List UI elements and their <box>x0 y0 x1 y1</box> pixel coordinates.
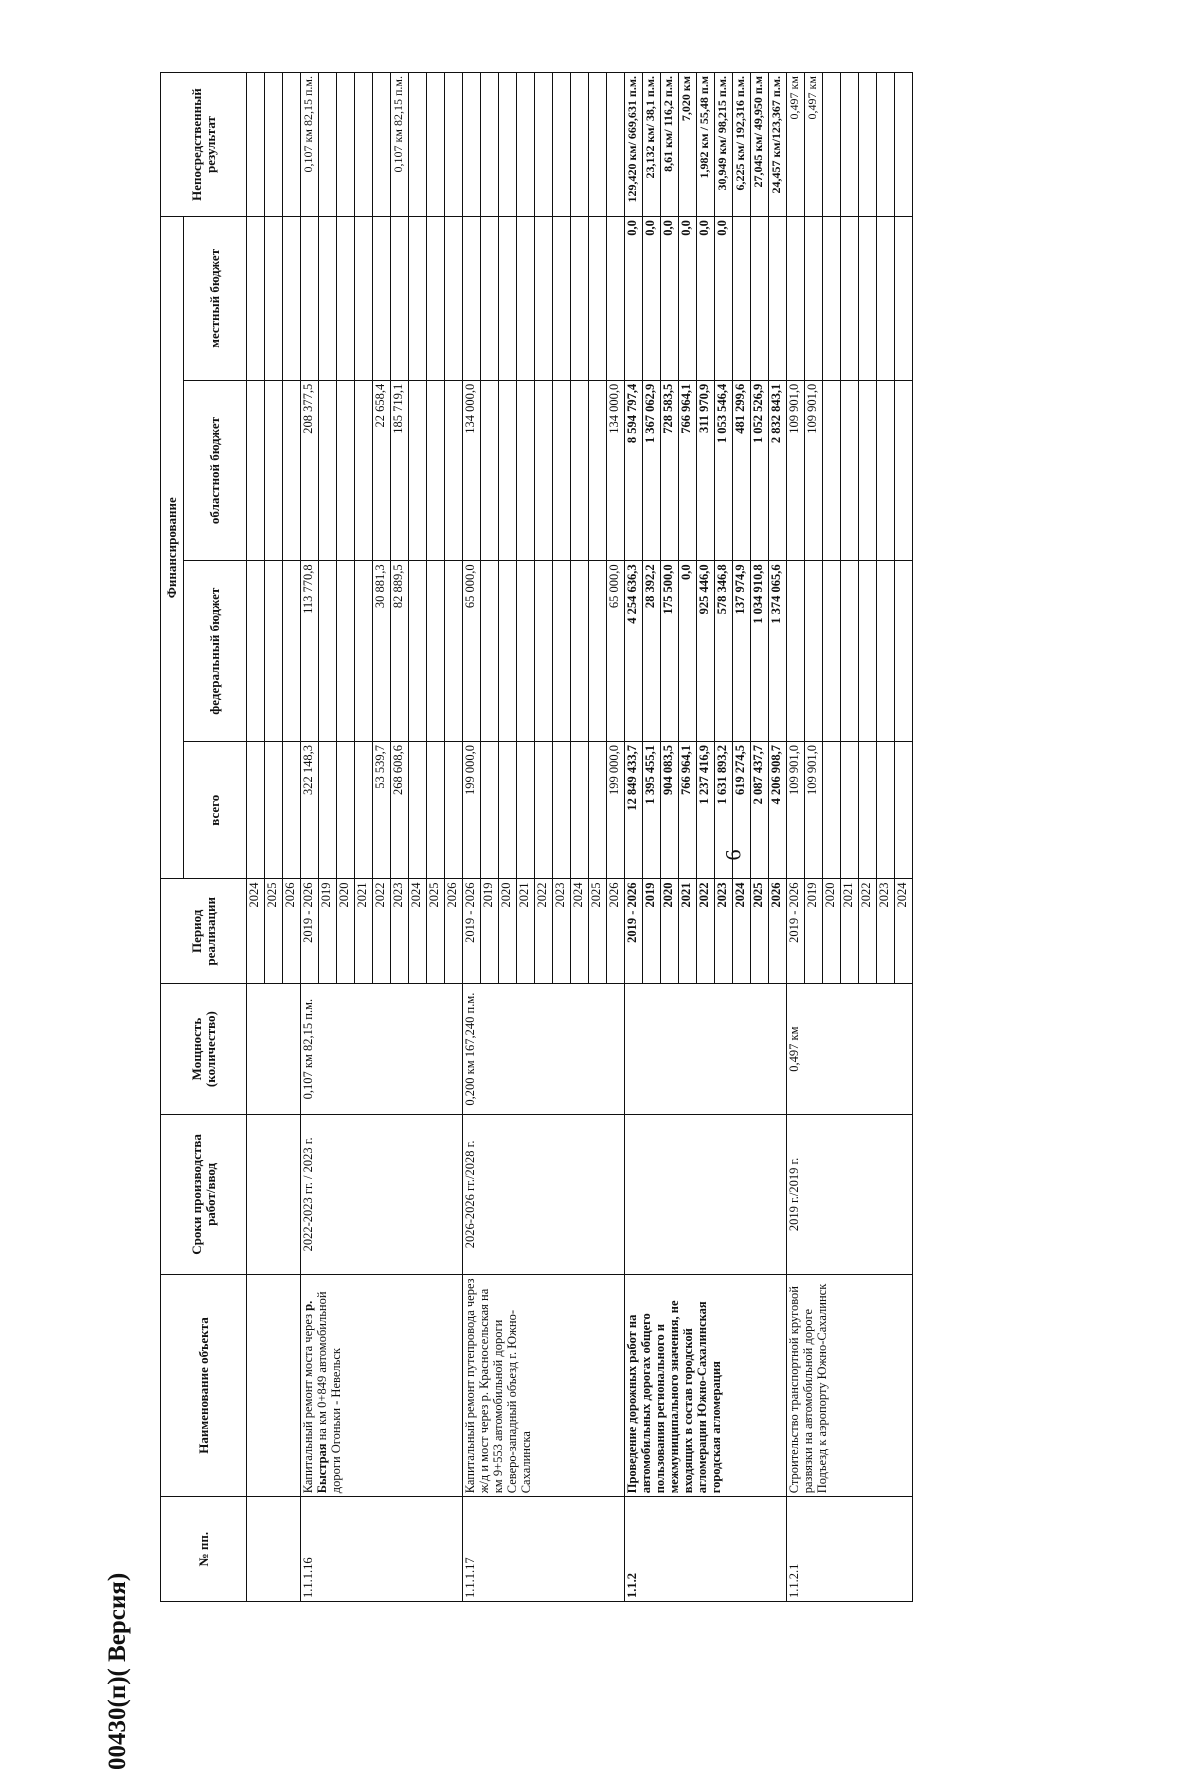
total-cell <box>319 742 337 879</box>
federal-cell <box>589 561 607 742</box>
total-cell: 109 901,0 <box>787 742 805 879</box>
item-terms <box>625 1115 787 1275</box>
local-cell <box>409 217 427 381</box>
local-cell <box>481 217 499 381</box>
result-cell <box>499 73 517 217</box>
regional-cell <box>319 380 337 561</box>
item-capacity: 0,107 км 82,15 п.м. <box>301 984 463 1115</box>
local-cell <box>391 217 409 381</box>
result-cell: 23,132 км/ 38,1 п.м. <box>643 73 661 217</box>
result-cell <box>319 73 337 217</box>
period-cell: 2022 <box>859 879 877 984</box>
regional-cell: 185 719,1 <box>391 380 409 561</box>
result-cell <box>877 73 895 217</box>
total-cell: 1 237 416,9 <box>697 742 715 879</box>
total-cell: 4 206 908,7 <box>769 742 787 879</box>
item-capacity <box>625 984 787 1115</box>
result-cell: 7,020 км <box>679 73 697 217</box>
federal-cell: 82 889,5 <box>391 561 409 742</box>
period-cell: 2025 <box>265 879 283 984</box>
regional-cell: 8 594 797,4 <box>625 380 643 561</box>
header-num: № пп. <box>161 1497 247 1602</box>
total-cell: 904 083,5 <box>661 742 679 879</box>
result-cell: 6,225 км/ 192,316 п.м. <box>733 73 751 217</box>
regional-cell: 134 000,0 <box>463 380 481 561</box>
period-cell: 2023 <box>553 879 571 984</box>
total-cell: 53 539,7 <box>373 742 391 879</box>
regional-cell: 1 052 526,9 <box>751 380 769 561</box>
header-period: Период реализации <box>161 879 247 984</box>
item-capacity: 0,497 км <box>787 984 913 1115</box>
total-cell <box>481 742 499 879</box>
local-cell <box>535 217 553 381</box>
result-cell <box>373 73 391 217</box>
header-financing: Финансирование <box>161 217 184 879</box>
federal-cell <box>337 561 355 742</box>
item-number: 1.1.2 <box>625 1497 787 1602</box>
period-cell: 2024 <box>733 879 751 984</box>
regional-cell <box>589 380 607 561</box>
result-cell: 0,107 км 82,15 п.м. <box>301 73 319 217</box>
federal-cell <box>535 561 553 742</box>
total-cell: 322 148,3 <box>301 742 319 879</box>
local-cell <box>751 217 769 381</box>
period-cell: 2026 <box>769 879 787 984</box>
period-cell: 2025 <box>589 879 607 984</box>
federal-cell: 1 034 910,8 <box>751 561 769 742</box>
result-cell: 129,420 км/ 669,631 п.м. <box>625 73 643 217</box>
item-name: Капитальный ремонт путепровода через ж/д и мост через р. Красносельская на км 9+553 автомобильной дороги Северо-западный объезд г. Южно-Сахалинска <box>463 1274 625 1497</box>
item-capacity: 0,200 км 167,240 п.м. <box>463 984 625 1115</box>
block-1-1-2-1 <box>787 73 913 1602</box>
local-cell <box>319 217 337 381</box>
period-cell: 2024 <box>571 879 589 984</box>
federal-cell: 0,0 <box>679 561 697 742</box>
federal-cell <box>895 561 913 742</box>
regional-cell <box>877 380 895 561</box>
federal-cell <box>823 561 841 742</box>
local-cell <box>895 217 913 381</box>
regional-cell: 208 377,5 <box>301 380 319 561</box>
period-cell: 2019 <box>319 879 337 984</box>
regional-cell <box>427 380 445 561</box>
period-cell: 2024 <box>247 879 265 984</box>
regional-cell: 1 367 062,9 <box>643 380 661 561</box>
local-cell <box>301 217 319 381</box>
item-number: 1.1.1.16 <box>301 1497 463 1602</box>
federal-cell: 113 770,8 <box>301 561 319 742</box>
local-cell: 0,0 <box>625 217 643 381</box>
period-cell: 2020 <box>823 879 841 984</box>
regional-cell <box>355 380 373 561</box>
local-cell: 0,0 <box>643 217 661 381</box>
total-cell: 12 849 433,7 <box>625 742 643 879</box>
total-cell: 199 000,0 <box>463 742 481 879</box>
local-cell <box>463 217 481 381</box>
total-cell <box>337 742 355 879</box>
total-cell: 199 000,0 <box>607 742 625 879</box>
federal-cell: 578 346,8 <box>715 561 733 742</box>
period-cell: 2022 <box>535 879 553 984</box>
header-result: Непосредственный результат <box>161 73 247 217</box>
local-cell <box>517 217 535 381</box>
result-cell <box>445 73 463 217</box>
result-cell <box>337 73 355 217</box>
federal-cell <box>805 561 823 742</box>
total-cell: 268 608,6 <box>391 742 409 879</box>
period-cell: 2024 <box>895 879 913 984</box>
federal-cell: 28 392,2 <box>643 561 661 742</box>
regional-cell <box>481 380 499 561</box>
regional-cell: 311 970,9 <box>697 380 715 561</box>
period-cell: 2019 - 2026 <box>301 879 319 984</box>
total-cell <box>877 742 895 879</box>
regional-cell <box>337 380 355 561</box>
regional-cell: 22 658,4 <box>373 380 391 561</box>
document-code: 00430(п)( Версия) <box>104 1572 131 1770</box>
total-cell <box>409 742 427 879</box>
period-cell: 2026 <box>445 879 463 984</box>
result-cell: 0,497 км <box>805 73 823 217</box>
item-number: 1.1.1.17 <box>463 1497 625 1602</box>
result-cell <box>895 73 913 217</box>
header-total: всего <box>184 742 247 879</box>
period-cell: 2021 <box>355 879 373 984</box>
block-1-1-1-17 <box>463 73 625 1602</box>
result-cell: 8,61 км/ 116,2 п.м. <box>661 73 679 217</box>
federal-cell <box>553 561 571 742</box>
local-cell <box>733 217 751 381</box>
total-cell: 619 274,5 <box>733 742 751 879</box>
period-cell: 2019 <box>481 879 499 984</box>
financing-table <box>160 72 913 1602</box>
header-capacity: Мощность (количество) <box>161 984 247 1115</box>
federal-cell <box>499 561 517 742</box>
local-cell <box>877 217 895 381</box>
total-cell: 1 631 893,2 <box>715 742 733 879</box>
federal-cell: 1 374 065,6 <box>769 561 787 742</box>
result-cell <box>427 73 445 217</box>
period-cell: 2019 - 2026 <box>787 879 805 984</box>
regional-cell: 1 053 546,4 <box>715 380 733 561</box>
period-cell: 2025 <box>751 879 769 984</box>
result-cell <box>463 73 481 217</box>
header-federal: федеральный бюджет <box>184 561 247 742</box>
table-row <box>787 73 805 1602</box>
regional-cell: 2 832 843,1 <box>769 380 787 561</box>
local-cell <box>571 217 589 381</box>
header-local: местный бюджет <box>184 217 247 381</box>
local-cell: 0,0 <box>679 217 697 381</box>
federal-cell: 137 974,9 <box>733 561 751 742</box>
local-cell: 0,0 <box>661 217 679 381</box>
federal-cell <box>445 561 463 742</box>
local-cell <box>553 217 571 381</box>
local-cell <box>337 217 355 381</box>
federal-cell <box>409 561 427 742</box>
period-cell: 2020 <box>661 879 679 984</box>
table-row <box>625 73 643 1602</box>
period-cell: 2024 <box>409 879 427 984</box>
period-cell: 2020 <box>499 879 517 984</box>
federal-cell <box>877 561 895 742</box>
page-number: 6 <box>720 849 746 861</box>
header-terms: Сроки производства работ/ввод <box>161 1115 247 1275</box>
federal-cell <box>427 561 445 742</box>
local-cell <box>769 217 787 381</box>
regional-cell <box>445 380 463 561</box>
period-cell: 2019 <box>805 879 823 984</box>
federal-cell: 65 000,0 <box>607 561 625 742</box>
local-cell <box>607 217 625 381</box>
total-cell: 2 087 437,7 <box>751 742 769 879</box>
federal-cell: 30 881,3 <box>373 561 391 742</box>
item-name-part: на км 0+849 автомобильной дороги Огоньки - Невельск <box>315 1291 343 1494</box>
federal-cell <box>571 561 589 742</box>
result-cell: 24,457 км/123,367 п.м. <box>769 73 787 217</box>
regional-cell: 766 964,1 <box>679 380 697 561</box>
regional-cell: 134 000,0 <box>607 380 625 561</box>
local-cell <box>841 217 859 381</box>
regional-cell <box>409 380 427 561</box>
federal-cell: 4 254 636,3 <box>625 561 643 742</box>
period-cell: 2019 - 2026 <box>625 879 643 984</box>
local-cell <box>823 217 841 381</box>
table-row <box>301 73 319 1602</box>
local-cell <box>427 217 445 381</box>
result-cell <box>841 73 859 217</box>
local-cell <box>589 217 607 381</box>
total-cell <box>535 742 553 879</box>
federal-cell <box>517 561 535 742</box>
period-cell: 2019 - 2026 <box>463 879 481 984</box>
item-terms: 2022-2023 гг. / 2023 г. <box>301 1115 463 1275</box>
local-cell <box>445 217 463 381</box>
federal-cell <box>787 561 805 742</box>
result-cell: 1,982 км / 55,48 п.м <box>697 73 715 217</box>
item-name <box>301 1274 463 1497</box>
federal-cell <box>481 561 499 742</box>
result-cell: 0,107 км 82,15 п.м. <box>391 73 409 217</box>
federal-cell <box>841 561 859 742</box>
regional-cell <box>895 380 913 561</box>
federal-cell <box>859 561 877 742</box>
period-cell: 2026 <box>607 879 625 984</box>
total-cell <box>553 742 571 879</box>
result-cell <box>571 73 589 217</box>
item-name: Проведение дорожных работ на автомобильных дорогах общего пользования регионального и межмуниципального значения, не входящих в состав городской агломерации Южно-Сахалинская городская агломерация <box>625 1274 787 1497</box>
header-regional: областной бюджет <box>184 380 247 561</box>
period-cell: 2023 <box>715 879 733 984</box>
period-cell: 2025 <box>427 879 445 984</box>
total-cell: 109 901,0 <box>805 742 823 879</box>
total-cell <box>859 742 877 879</box>
result-cell: 0,497 км <box>787 73 805 217</box>
item-terms: 2019 г./2019 г. <box>787 1115 913 1275</box>
total-cell <box>823 742 841 879</box>
result-cell <box>859 73 877 217</box>
regional-cell <box>571 380 589 561</box>
federal-cell: 65 000,0 <box>463 561 481 742</box>
local-cell <box>787 217 805 381</box>
result-cell <box>517 73 535 217</box>
result-cell <box>823 73 841 217</box>
total-cell <box>841 742 859 879</box>
total-cell <box>517 742 535 879</box>
table-row <box>247 73 265 1602</box>
regional-cell <box>499 380 517 561</box>
local-cell <box>859 217 877 381</box>
total-cell <box>445 742 463 879</box>
federal-cell: 175 500,0 <box>661 561 679 742</box>
federal-cell <box>355 561 373 742</box>
total-cell <box>895 742 913 879</box>
total-cell <box>571 742 589 879</box>
item-terms: 2026-2026 гг./2028 г. <box>463 1115 625 1275</box>
total-cell <box>355 742 373 879</box>
item-number: 1.1.2.1 <box>787 1497 913 1602</box>
local-cell <box>805 217 823 381</box>
result-cell <box>481 73 499 217</box>
local-cell <box>355 217 373 381</box>
result-cell <box>589 73 607 217</box>
regional-cell <box>517 380 535 561</box>
header-name: Наименование объекта <box>161 1274 247 1497</box>
result-cell <box>607 73 625 217</box>
local-cell <box>499 217 517 381</box>
regional-cell: 481 299,6 <box>733 380 751 561</box>
total-cell: 766 964,1 <box>679 742 697 879</box>
total-cell <box>499 742 517 879</box>
result-cell <box>553 73 571 217</box>
result-cell: 30,949 км/ 98,215 п.м. <box>715 73 733 217</box>
item-name-part: Капитальный ремонт моста через <box>301 1310 315 1494</box>
regional-cell: 109 901,0 <box>805 380 823 561</box>
block-1-1-2 <box>625 73 787 1602</box>
item-name: Строительство транспортной круговой развязки на автомобильной дороге Подъезд к аэропорту Южно-Сахалинск <box>787 1274 913 1497</box>
regional-cell: 728 583,5 <box>661 380 679 561</box>
result-cell <box>535 73 553 217</box>
regional-cell <box>841 380 859 561</box>
local-cell <box>373 217 391 381</box>
period-cell: 2020 <box>337 879 355 984</box>
result-cell <box>355 73 373 217</box>
total-cell <box>589 742 607 879</box>
block-1-1-1-16 <box>301 73 463 1602</box>
local-cell: 0,0 <box>697 217 715 381</box>
regional-cell <box>859 380 877 561</box>
local-cell: 0,0 <box>715 217 733 381</box>
period-cell: 2022 <box>697 879 715 984</box>
period-cell: 2021 <box>517 879 535 984</box>
item-name-part: р. Быстрая <box>301 1300 329 1494</box>
regional-cell <box>823 380 841 561</box>
period-cell: 2022 <box>373 879 391 984</box>
total-cell: 1 395 455,1 <box>643 742 661 879</box>
federal-cell: 925 446,0 <box>697 561 715 742</box>
federal-cell <box>319 561 337 742</box>
regional-cell: 109 901,0 <box>787 380 805 561</box>
period-cell: 2021 <box>679 879 697 984</box>
regional-cell <box>553 380 571 561</box>
total-cell <box>427 742 445 879</box>
period-cell: 2026 <box>283 879 301 984</box>
period-cell: 2023 <box>877 879 895 984</box>
period-cell: 2023 <box>391 879 409 984</box>
period-cell: 2021 <box>841 879 859 984</box>
table-row <box>463 73 481 1602</box>
rotated-table-container <box>160 72 1030 1602</box>
result-cell: 27,045 км/ 49,950 п.м <box>751 73 769 217</box>
regional-cell <box>535 380 553 561</box>
period-cell: 2019 <box>643 879 661 984</box>
result-cell <box>409 73 427 217</box>
